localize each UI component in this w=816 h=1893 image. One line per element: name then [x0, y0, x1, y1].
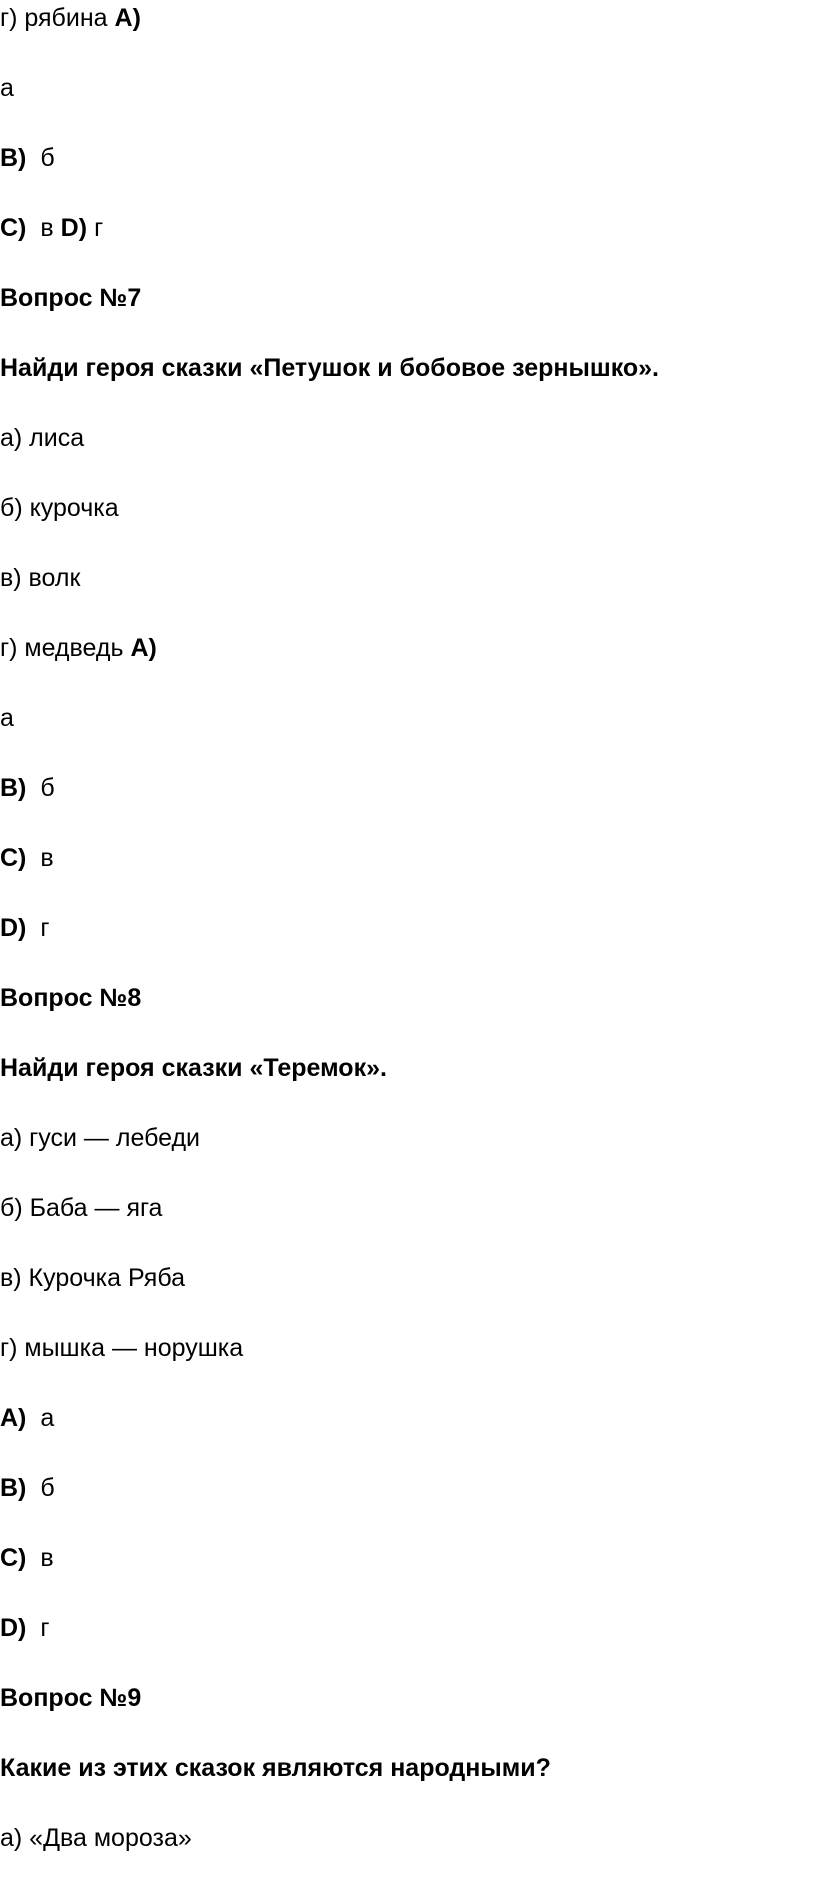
q7-answer-c-value: в: [40, 844, 54, 872]
q7-answer-d-line: [0, 913, 50, 943]
q7-heading: Вопрос №7: [0, 284, 142, 312]
q8-question: Найди героя сказки «Теремок».: [0, 1054, 387, 1082]
q6-answer-a-value: а: [0, 74, 14, 102]
q8-heading: Вопрос №8: [0, 984, 142, 1012]
q6-answer-cd-line: [0, 213, 103, 243]
q8-option-d: г) мышка — норушка: [0, 1334, 244, 1362]
q7-answer-d-value: г: [40, 914, 50, 942]
q8-option-a: а) гуси — лебеди: [0, 1124, 201, 1152]
q6-answer-a-value-line: [0, 73, 14, 103]
q7-answer-d-label: D): [0, 914, 27, 942]
q8-answer-a-line: [0, 1403, 54, 1433]
q8-answer-c-label: C): [0, 1544, 27, 1572]
q8-answer-c-value: в: [40, 1544, 54, 1572]
q9-heading: Вопрос №9: [0, 1684, 142, 1712]
q8-answer-d-label: D): [0, 1614, 27, 1642]
q7-option-c: в) волк: [0, 564, 81, 592]
q7-answer-c-line: [0, 843, 54, 873]
q7-option-b: б) курочка: [0, 494, 119, 522]
q8-answer-d-value: г: [40, 1614, 50, 1642]
q7-question: Найди героя сказки «Петушок и бобовое зернышко».: [0, 354, 659, 382]
q7-answer-b-line: [0, 773, 55, 803]
q8-answer-a-value: а: [40, 1404, 55, 1432]
q7-answer-b-label: B): [0, 774, 27, 802]
q7-answer-a-value: а: [0, 704, 14, 732]
q7-answer-b-value: б: [40, 774, 55, 802]
q7-answer-a-value-line: [0, 703, 14, 733]
q9-option-a: а) «Два мороза»: [0, 1824, 192, 1852]
q8-answer-b-label: B): [0, 1474, 27, 1502]
q6-option-g: г) рябина: [0, 4, 108, 32]
q6-answer-a-label: A): [114, 4, 141, 32]
q8-answer-c-line: [0, 1543, 54, 1573]
q8-answer-d-line: [0, 1613, 50, 1643]
q7-answer-a-label: A): [130, 634, 157, 662]
q8-answer-a-label: A): [0, 1404, 27, 1432]
q6-answer-b-value: б: [40, 144, 55, 172]
q6-answer-b-label: B): [0, 144, 27, 172]
q6-answer-c-label: C): [0, 214, 27, 242]
q7-answer-c-label: C): [0, 844, 27, 872]
q6-answer-d-value: г: [94, 214, 104, 242]
q7-option-a: а) лиса: [0, 424, 85, 452]
q8-answer-b-value: б: [40, 1474, 55, 1502]
q9-question: Какие из этих сказок являются народными?: [0, 1754, 551, 1782]
q6-answer-d-label: D): [60, 214, 88, 242]
q7-option-d: г) медведь: [0, 634, 124, 662]
q6-option-g-line: [0, 3, 141, 33]
q8-option-b: б) Баба — яга: [0, 1194, 163, 1222]
q8-option-c: в) Курочка Ряба: [0, 1264, 185, 1292]
q7-option-d-line: [0, 633, 157, 663]
q8-answer-b-line: [0, 1473, 55, 1503]
q6-answer-b-line: [0, 143, 55, 173]
q6-answer-c-value: в: [40, 214, 54, 242]
